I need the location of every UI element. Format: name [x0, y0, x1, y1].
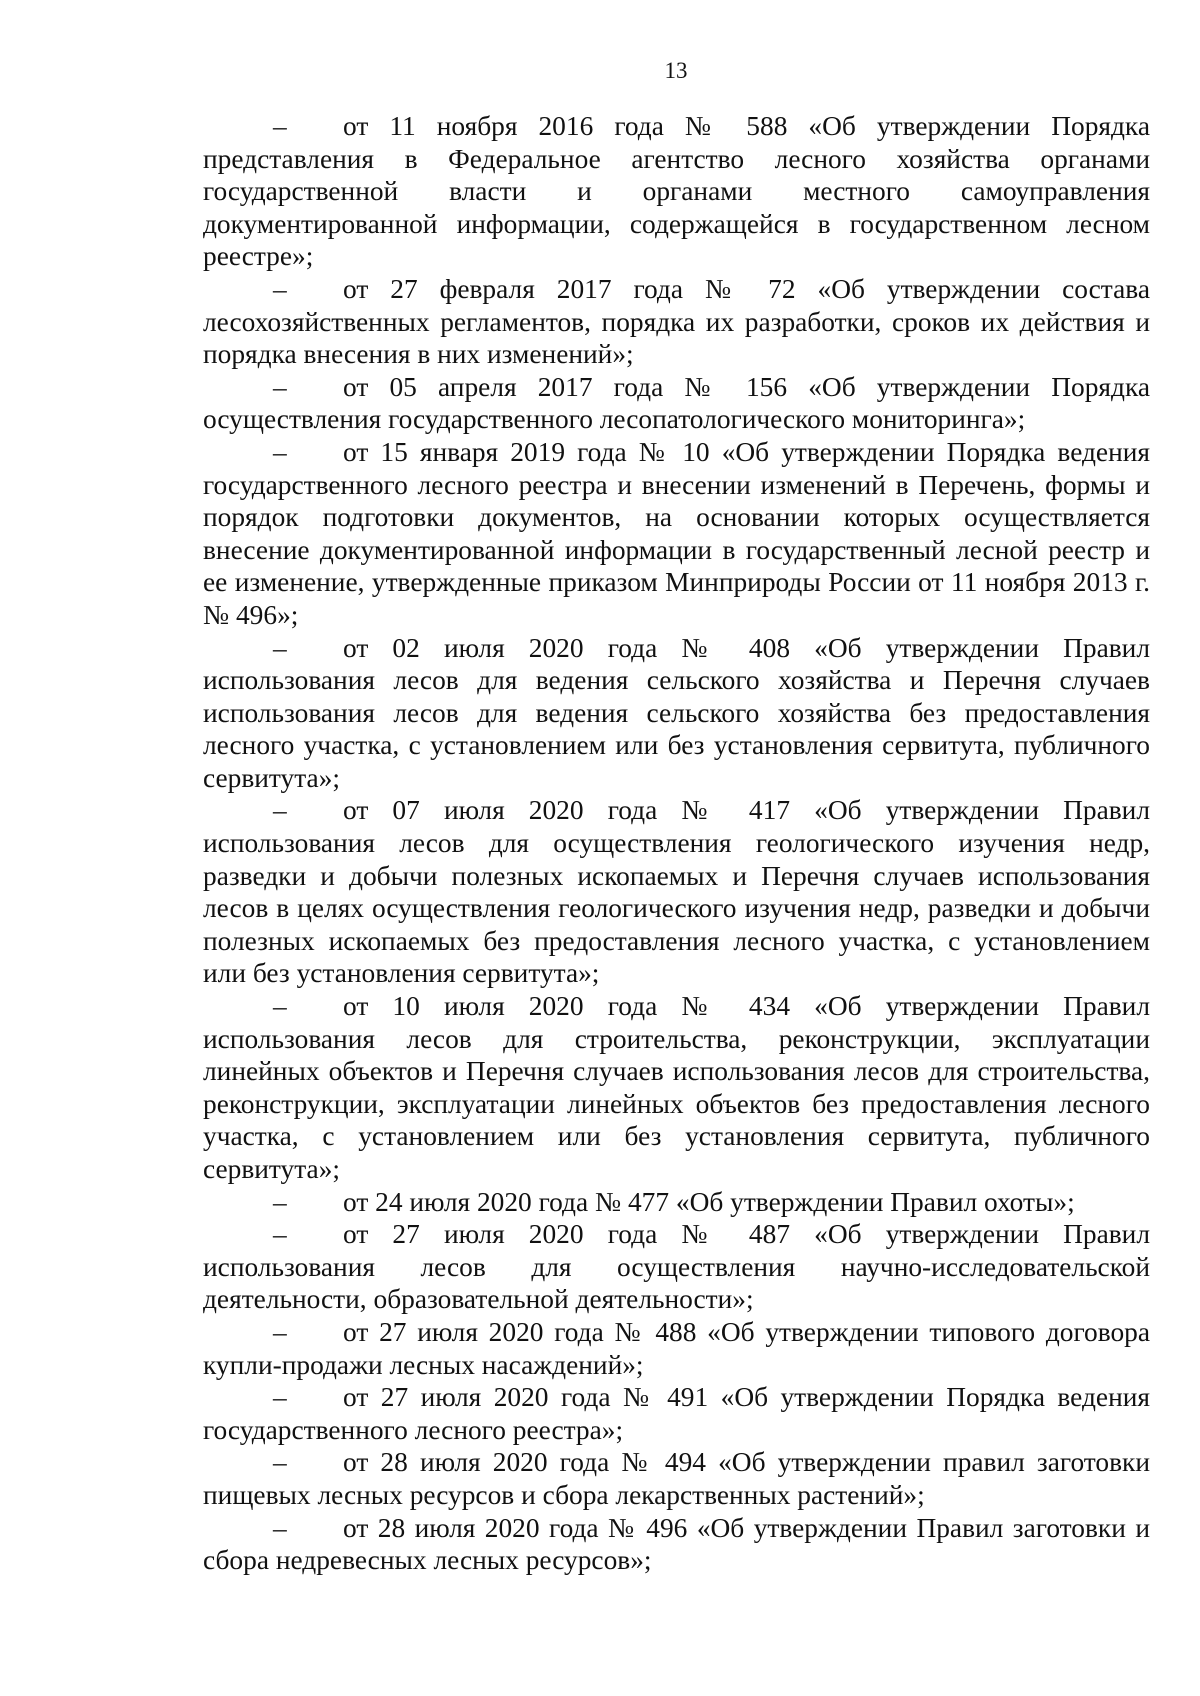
list-item-text: от 07 июля 2020 года № 417 «Об утверждении Правил использования лесов для осуществления геологического изучения недр, разведки и добычи полезных ископаемых и Перечня случаев использования лесов в целях осуществления геологического изучения недр, разведки и добычи полезных ископаемых без предоставления лесного участка, с установлением или без установления сервитута»; — [203, 795, 1150, 989]
list-item — [203, 794, 1150, 990]
list-dash: – — [273, 1382, 287, 1413]
list-dash: – — [273, 1316, 287, 1347]
list-item — [203, 632, 1150, 795]
list-dash: – — [273, 632, 287, 663]
list-item — [203, 436, 1150, 632]
list-dash: – — [273, 371, 287, 402]
list-item — [203, 1446, 1150, 1511]
list-item-text: от 28 июля 2020 года № 496 «Об утверждении Правил заготовки и сбора недревесных лесных ресурсов»; — [203, 1512, 1150, 1576]
list-dash: – — [273, 1186, 287, 1217]
list-dash: – — [273, 795, 287, 826]
list-dash: – — [273, 991, 287, 1022]
list-item — [203, 1186, 1150, 1219]
list-item-text: от 05 апреля 2017 года № 156 «Об утверждении Порядка осуществления государственного лесопатологического мониторинга»; — [203, 371, 1150, 435]
list-item-text: от 24 июля 2020 года № 477 «Об утверждении Правил охоты»; — [343, 1186, 1075, 1217]
list-item — [203, 110, 1150, 273]
list-item — [203, 990, 1150, 1186]
list-item — [203, 1381, 1150, 1446]
list-dash: – — [273, 1512, 287, 1543]
list-item — [203, 371, 1150, 436]
list-item — [203, 1512, 1150, 1577]
list-dash: – — [273, 111, 287, 141]
list-item-text: от 27 февраля 2017 года № 72 «Об утверждении состава лесохозяйственных регламентов, порядка их разработки, сроков их действия и порядка внесения в них изменений»; — [203, 273, 1150, 370]
list-item-text: от 27 июля 2020 года № 491 «Об утверждении Порядка ведения государственного лесного реестра»; — [203, 1382, 1150, 1445]
list-dash: – — [273, 1219, 287, 1250]
page-number: 13 — [664, 58, 688, 83]
list-item-text: от 15 января 2019 года № 10 «Об утверждении Порядка ведения государственного лесного реестра и внесении изменений в Перечень, формы и порядок подготовки документов, на основании которых осуществляется внесение документированной информации в государственный лесной реестр и ее изменение, утвержденные приказом Минприроды России от 11 ноября 2013 г. № 496»; — [203, 436, 1150, 630]
list-item-text: от 27 июля 2020 года № 487 «Об утверждении Правил использования лесов для осуществления научно-исследовательской деятельности, образовательной деятельности»; — [203, 1219, 1150, 1315]
list-item — [203, 273, 1150, 371]
list-item-text: от 11 ноября 2016 года № 588 «Об утверждении Порядка представления в Федеральное агентство лесного хозяйства органами государственной власти и органами местного самоуправления документированной информации, содержащейся в государственном лесном реестре»; — [203, 111, 1150, 272]
list-item — [203, 1316, 1150, 1381]
list-dash: – — [273, 273, 287, 304]
list-dash: – — [273, 436, 287, 467]
list-item-text: от 10 июля 2020 года № 434 «Об утверждении Правил использования лесов для строительства, реконструкции, эксплуатации линейных объектов и Перечня случаев использования лесов для строительства, реконструкции, эксплуатации линейных объектов без предоставления лесного участка, с установлением или без установления сервитута, публичного сервитута»; — [203, 991, 1150, 1184]
document-body — [203, 110, 1150, 1577]
list-dash: – — [273, 1447, 287, 1478]
list-item-text: от 27 июля 2020 года № 488 «Об утверждении типового договора купли-продажи лесных насаждений»; — [203, 1316, 1150, 1380]
list-item — [203, 1218, 1150, 1316]
list-item-text: от 28 июля 2020 года № 494 «Об утверждении правил заготовки пищевых лесных ресурсов и сбора лекарственных растений»; — [203, 1447, 1150, 1510]
list-item-text: от 02 июля 2020 года № 408 «Об утверждении Правил использования лесов для ведения сельского хозяйства и Перечня случаев использования лесов для ведения сельского хозяйства без предоставления лесного участка, с установлением или без установления сервитута, публичного сервитута»; — [203, 632, 1150, 793]
